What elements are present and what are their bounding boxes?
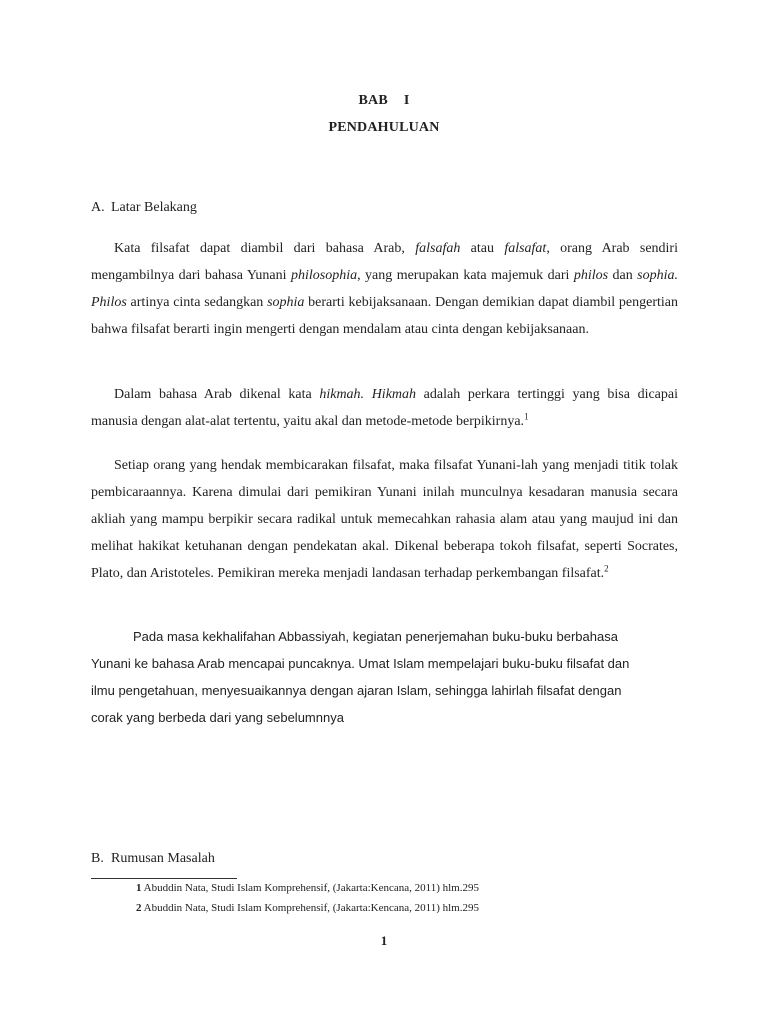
text-run: atau	[460, 241, 505, 256]
italic-term: sophia. Philos	[91, 268, 679, 310]
paragraph-2	[91, 381, 678, 435]
footnote-2	[136, 902, 479, 914]
footnote-number: 1	[136, 882, 142, 894]
section-letter: B.	[91, 851, 104, 866]
text-run: adalah perkara tertinggi yang bisa dicapai manusia dengan alat-alat tertentu, yaitu akal dan metode-metode berpikirnya.	[91, 387, 678, 429]
footnote-ref-1[interactable]: 1	[524, 411, 529, 422]
italic-term: sophia	[267, 295, 305, 310]
section-letter: A.	[91, 200, 105, 215]
text-run: berarti kebijaksanaan. Dengan demikian dapat diambil pengertian bahwa filsafat berarti ingin mengerti dengan mendalam atau cinta dengan kebijaksanaan.	[91, 295, 678, 337]
italic-term: philosophia	[290, 268, 358, 283]
section-heading-b	[91, 851, 215, 867]
text-run: Dalam bahasa Arab dikenal kata	[114, 387, 320, 402]
chapter-label: BAB	[358, 93, 388, 108]
paragraph-line: Yunani ke bahasa Arab mencapai puncaknya. Umat Islam mempelajari buku-buku filsafat dan	[91, 656, 630, 671]
paragraph-4	[91, 623, 691, 731]
page-number: 1	[380, 933, 388, 948]
footnote-text: Abuddin Nata, Studi Islam Komprehensif, (Jakarta:Kencana, 2011) hlm.295	[143, 902, 479, 914]
italic-term: hikmah. Hikmah	[319, 387, 417, 402]
text-run: Setiap orang yang hendak membicarakan filsafat, maka filsafat Yunani-lah yang menjadi titik tolak pembicaraannya. Karena dimulai dari pemikiran Yunani inilah munculnya kesadaran manusia secara akliah yang mampu berpikir secara radikal untuk memecahkan rahasia alam atau yang maujud ini dan melihat hakikat ketuhanan dengan pendekatan akal. Dikenal beberapa tokoh filsafat, seperti Socrates, Plato, dan Aristoteles. Pemikiran mereka menjadi landasan terhadap perkembangan filsafat.	[91, 458, 678, 581]
text-run: , orang Arab sendiri mengambilnya dari bahasa Yunani	[91, 241, 678, 283]
italic-term: philos	[573, 268, 609, 283]
chapter-title: PENDAHULUAN	[328, 120, 440, 135]
footnote-1	[136, 882, 479, 894]
paragraph-3	[91, 452, 678, 587]
paragraph-line: ilmu pengetahuan, menyesuaikannya dengan ajaran Islam, sehingga lahirlah filsafat dengan	[91, 683, 622, 698]
text-run: Kata filsafat dapat diambil dari bahasa Arab,	[114, 241, 416, 256]
footnote-ref-2[interactable]: 2	[604, 563, 609, 574]
paragraph-line: Pada masa kekhalifahan Abbassiyah, kegiatan penerjemahan buku-buku berbahasa	[133, 629, 618, 644]
section-title: Rumusan Masalah	[111, 851, 215, 866]
chapter-number: I	[403, 93, 410, 108]
italic-term: falsafat	[504, 241, 547, 256]
text-run: dan	[608, 268, 638, 283]
footnote-text: Abuddin Nata, Studi Islam Komprehensif, (Jakarta:Kencana, 2011) hlm.295	[143, 882, 479, 894]
paragraph-1	[91, 235, 678, 343]
paragraph-line: corak yang berbeda dari yang sebelumnnya	[91, 710, 344, 725]
text-run: artinya cinta sedangkan	[126, 295, 268, 310]
section-heading-a	[91, 200, 197, 216]
italic-term: falsafah	[415, 241, 461, 256]
footnote-separator	[91, 878, 237, 879]
text-run: , yang merupakan kata majemuk dari	[357, 268, 574, 283]
chapter-heading	[0, 93, 768, 109]
footnote-number: 2	[136, 902, 142, 914]
section-title: Latar Belakang	[111, 200, 197, 215]
